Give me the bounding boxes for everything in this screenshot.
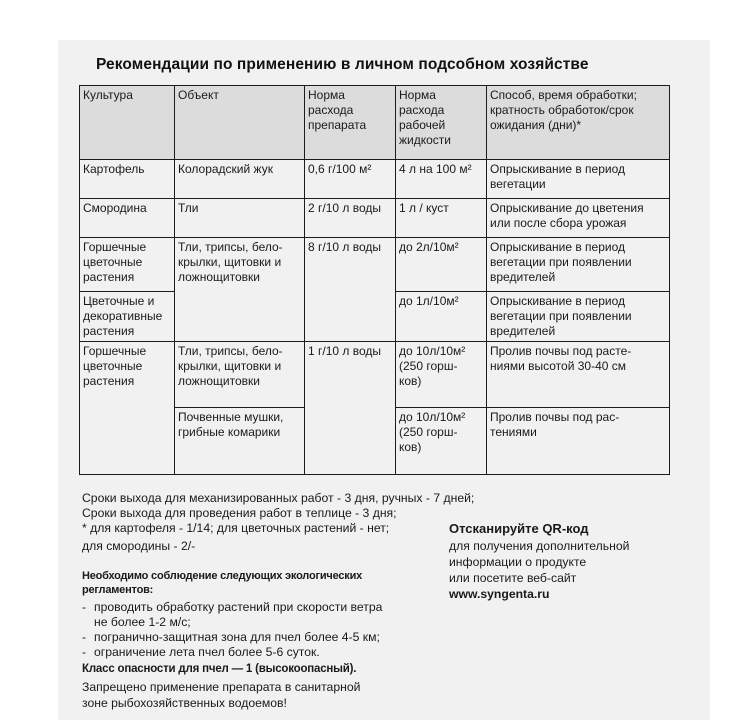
- cell-culture: Горшечные цветочные растения: [80, 342, 175, 475]
- cell-culture: Цветочные и декоративные растения: [80, 292, 175, 342]
- cell-method: Опрыскивание в период вегетации при появлении вредителей: [487, 238, 670, 292]
- cell-culture: Горшечные цветочные растения: [80, 238, 175, 292]
- cell-liquid-rate: 4 л на 100 м²: [396, 160, 487, 199]
- cell-liquid-rate: до 10л/10м² (250 горш- ков): [396, 408, 487, 475]
- cell-liquid-rate: до 1л/10м²: [396, 292, 487, 342]
- header-culture: Культура: [80, 86, 175, 160]
- note-exit-greenhouse: Сроки выхода для проведения работ в теплице - 3 дня;: [82, 506, 397, 520]
- note-exit-mechanized: Сроки выхода для механизированных работ - 3 дня, ручных - 7 дней;: [82, 491, 475, 505]
- eco-regulations-heading: Необходимо соблюдение следующих экологических регламентов:: [82, 570, 363, 596]
- cell-object: Тли, трипсы, бело- крылки, щитовки и ложнощитовки: [175, 342, 305, 408]
- cell-method: Опрыскивание в период вегетации при появлении вредителей: [487, 292, 670, 342]
- header-object: Объект: [175, 86, 305, 160]
- table-row: [80, 342, 670, 408]
- header-method: Способ, время обработки; кратность обработок/срок ожидания (дни)*: [487, 86, 670, 160]
- cell-method: Пролив почвы под расте- ниями высотой 30-40 см: [487, 342, 670, 408]
- cell-preparation-rate: 0,6 г/100 м²: [305, 160, 396, 199]
- cell-liquid-rate: до 2л/10м²: [396, 238, 487, 292]
- table-row: [80, 160, 670, 199]
- list-dash: -: [82, 645, 87, 659]
- table-header-row: [80, 86, 670, 160]
- recommendations-table: [79, 85, 670, 475]
- list-item-text: проводить обработку растений при скорости ветра не более 1-2 м/с;: [94, 600, 383, 629]
- page-title: Рекомендации по применению в личном подсобном хозяйстве: [96, 56, 589, 73]
- cell-method: Опрыскивание в период вегетации: [487, 160, 670, 199]
- website-link[interactable]: www.syngenta.ru: [449, 587, 550, 601]
- qr-callout: [449, 521, 629, 602]
- cell-preparation-rate: 2 г/10 л воды: [305, 199, 396, 238]
- fishery-zone-ban: Запрещено применение препарата в санитарной зоне рыбохозяйственных водоемов!: [82, 680, 361, 710]
- list-item: [82, 600, 382, 630]
- cell-method: Пролив почвы под рас- тениями: [487, 408, 670, 475]
- header-liquid-rate: Норма расхода рабочей жидкости: [396, 86, 487, 160]
- cell-object: Почвенные мушки, грибные комарики: [175, 408, 305, 475]
- list-item: [82, 645, 382, 660]
- qr-description: для получения дополнительной информации о продукте или посетите веб-сайт: [449, 539, 630, 585]
- list-item-text: погранично-защитная зона для пчел более 4-5 км;: [94, 630, 380, 644]
- cell-liquid-rate: 1 л / куст: [396, 199, 487, 238]
- bee-hazard-class: Класс опасности для пчел — 1 (высокоопасный).: [82, 663, 357, 675]
- list-dash: -: [82, 600, 87, 614]
- table-row: [80, 199, 670, 238]
- note-waiting-period: * для картофеля - 1/14; для цветочных растений - нет;: [82, 521, 390, 535]
- note-currant: для смородины - 2/-: [82, 539, 196, 553]
- qr-title: Отсканируйте QR-код: [449, 521, 589, 536]
- cell-object: Тли: [175, 199, 305, 238]
- eco-regulations-list: [82, 600, 382, 660]
- header-preparation-rate: Норма расхода препарата: [305, 86, 396, 160]
- list-item: [82, 630, 382, 645]
- cell-object: Колорадский жук: [175, 160, 305, 199]
- list-item-text: ограничение лета пчел более 5-6 суток.: [94, 645, 320, 659]
- cell-liquid-rate: до 10л/10м² (250 горш- ков): [396, 342, 487, 408]
- cell-culture: Смородина: [80, 199, 175, 238]
- cell-object: Тли, трипсы, бело- крылки, щитовки и ложнощитовки: [175, 238, 305, 342]
- table-row: [80, 238, 670, 292]
- cell-method: Опрыскивание до цветения или после сбора урожая: [487, 199, 670, 238]
- cell-preparation-rate: 1 г/10 л воды: [305, 342, 396, 475]
- cell-preparation-rate: 8 г/10 л воды: [305, 238, 396, 342]
- list-dash: -: [82, 630, 87, 644]
- cell-culture: Картофель: [80, 160, 175, 199]
